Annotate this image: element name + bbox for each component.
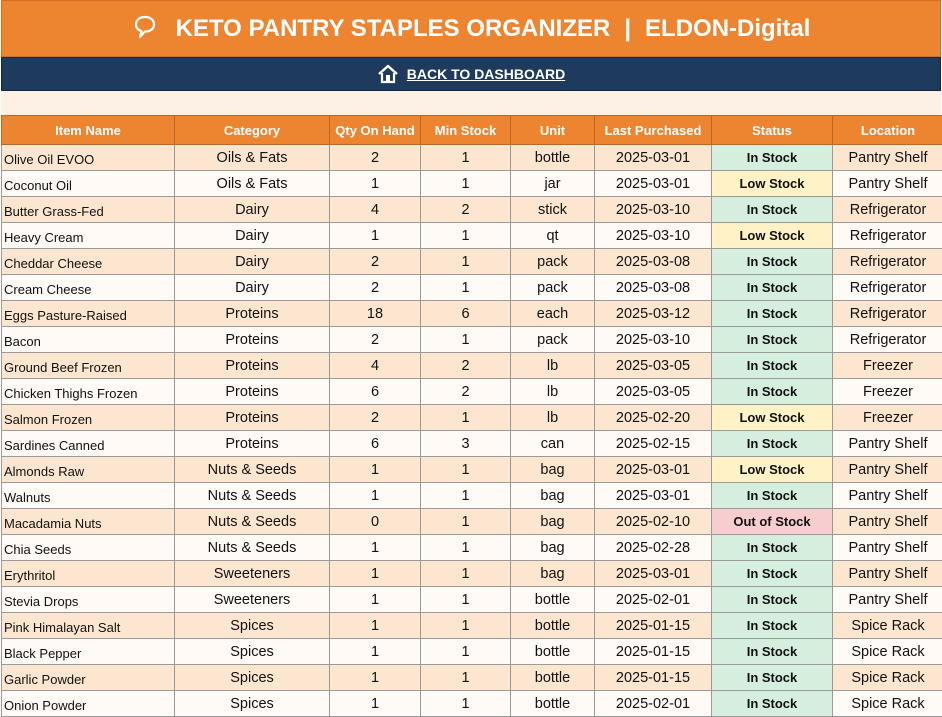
table-row[interactable] — [2, 275, 942, 301]
min-stock-cell[interactable]: 2 — [421, 353, 511, 379]
table-row[interactable] — [2, 457, 942, 483]
table-body — [2, 145, 942, 717]
status-badge[interactable]: In Stock — [712, 301, 833, 327]
item-name-cell[interactable]: Garlic Powder — [2, 665, 175, 691]
location-cell[interactable]: Spice Rack — [833, 665, 942, 691]
status-badge[interactable]: In Stock — [712, 691, 833, 717]
last-purchased-cell[interactable]: 2025-03-08 — [595, 249, 712, 275]
min-stock-cell[interactable]: 1 — [421, 483, 511, 509]
column-header-last-purchased[interactable]: Last Purchased — [595, 116, 712, 145]
unit-cell[interactable]: qt — [511, 223, 595, 249]
location-cell[interactable]: Spice Rack — [833, 613, 942, 639]
status-badge[interactable]: In Stock — [712, 587, 833, 613]
item-name-cell[interactable]: Heavy Cream — [2, 223, 175, 249]
back-to-dashboard-link[interactable] — [377, 64, 565, 84]
status-badge[interactable]: In Stock — [712, 145, 833, 171]
min-stock-cell[interactable]: 1 — [421, 535, 511, 561]
last-purchased-cell[interactable]: 2025-03-10 — [595, 197, 712, 223]
unit-cell[interactable]: bag — [511, 457, 595, 483]
house-icon — [377, 64, 399, 84]
last-purchased-cell[interactable]: 2025-01-15 — [595, 639, 712, 665]
table-row[interactable] — [2, 327, 942, 353]
table-row[interactable] — [2, 145, 942, 171]
last-purchased-cell[interactable]: 2025-03-10 — [595, 327, 712, 353]
item-name-cell[interactable]: Pink Himalayan Salt — [2, 613, 175, 639]
table-row[interactable] — [2, 587, 942, 613]
unit-cell[interactable]: bottle — [511, 639, 595, 665]
status-badge[interactable]: In Stock — [712, 561, 833, 587]
location-cell[interactable]: Freezer — [833, 379, 942, 405]
location-cell[interactable]: Pantry Shelf — [833, 431, 942, 457]
category-cell[interactable]: Proteins — [175, 405, 330, 431]
status-badge[interactable]: Low Stock — [712, 171, 833, 197]
category-cell[interactable]: Proteins — [175, 301, 330, 327]
qty-cell[interactable]: 1 — [330, 613, 421, 639]
status-badge[interactable]: In Stock — [712, 353, 833, 379]
location-cell[interactable]: Spice Rack — [833, 691, 942, 717]
qty-cell[interactable]: 1 — [330, 457, 421, 483]
unit-cell[interactable]: jar — [511, 171, 595, 197]
unit-cell[interactable]: each — [511, 301, 595, 327]
status-badge[interactable]: In Stock — [712, 327, 833, 353]
table-row[interactable] — [2, 431, 942, 457]
category-cell[interactable]: Spices — [175, 639, 330, 665]
item-name-cell[interactable]: Butter Grass-Fed — [2, 197, 175, 223]
item-name-cell[interactable]: Black Pepper — [2, 639, 175, 665]
column-header-status[interactable]: Status — [712, 116, 833, 145]
min-stock-cell[interactable]: 1 — [421, 249, 511, 275]
min-stock-cell[interactable]: 1 — [421, 275, 511, 301]
last-purchased-cell[interactable]: 2025-01-15 — [595, 613, 712, 639]
qty-cell[interactable]: 0 — [330, 509, 421, 535]
title-banner — [1, 0, 941, 57]
min-stock-cell[interactable]: 1 — [421, 327, 511, 353]
unit-cell[interactable]: can — [511, 431, 595, 457]
item-name-cell[interactable]: Ground Beef Frozen — [2, 353, 175, 379]
last-purchased-cell[interactable]: 2025-02-01 — [595, 691, 712, 717]
table-row[interactable] — [2, 171, 942, 197]
qty-cell[interactable]: 6 — [330, 379, 421, 405]
last-purchased-cell[interactable]: 2025-03-08 — [595, 275, 712, 301]
status-badge[interactable]: Low Stock — [712, 405, 833, 431]
table-row[interactable] — [2, 613, 942, 639]
item-name-cell[interactable]: Sardines Canned — [2, 431, 175, 457]
last-purchased-cell[interactable]: 2025-03-05 — [595, 353, 712, 379]
unit-cell[interactable]: lb — [511, 379, 595, 405]
unit-cell[interactable]: lb — [511, 353, 595, 379]
location-cell[interactable]: Spice Rack — [833, 639, 942, 665]
category-cell[interactable]: Nuts & Seeds — [175, 483, 330, 509]
unit-cell[interactable]: bottle — [511, 587, 595, 613]
last-purchased-cell[interactable]: 2025-03-12 — [595, 301, 712, 327]
min-stock-cell[interactable]: 6 — [421, 301, 511, 327]
qty-cell[interactable]: 1 — [330, 587, 421, 613]
unit-cell[interactable]: pack — [511, 275, 595, 301]
table-row[interactable] — [2, 405, 942, 431]
category-cell[interactable]: Oils & Fats — [175, 171, 330, 197]
category-cell[interactable]: Oils & Fats — [175, 145, 330, 171]
column-header-location[interactable]: Location — [833, 116, 942, 145]
location-cell[interactable]: Refrigerator — [833, 301, 942, 327]
item-name-cell[interactable]: Walnuts — [2, 483, 175, 509]
location-cell[interactable]: Refrigerator — [833, 249, 942, 275]
item-name-cell[interactable]: Coconut Oil — [2, 171, 175, 197]
status-badge[interactable]: Out of Stock — [712, 509, 833, 535]
table-row[interactable] — [2, 197, 942, 223]
location-cell[interactable]: Pantry Shelf — [833, 483, 942, 509]
column-header-qty-on-hand[interactable]: Qty On Hand — [330, 116, 421, 145]
pantry-table — [1, 115, 942, 717]
table-row[interactable] — [2, 509, 942, 535]
location-cell[interactable]: Refrigerator — [833, 327, 942, 353]
category-cell[interactable]: Spices — [175, 665, 330, 691]
category-cell[interactable]: Dairy — [175, 197, 330, 223]
unit-cell[interactable]: bottle — [511, 613, 595, 639]
category-cell[interactable]: Proteins — [175, 353, 330, 379]
title-separator: | — [624, 15, 631, 43]
min-stock-cell[interactable]: 3 — [421, 431, 511, 457]
unit-cell[interactable]: bag — [511, 561, 595, 587]
unit-cell[interactable]: bottle — [511, 665, 595, 691]
min-stock-cell[interactable]: 2 — [421, 197, 511, 223]
min-stock-cell[interactable]: 1 — [421, 223, 511, 249]
column-header-unit[interactable]: Unit — [511, 116, 595, 145]
unit-cell[interactable]: bottle — [511, 691, 595, 717]
min-stock-cell[interactable]: 1 — [421, 691, 511, 717]
category-cell[interactable]: Dairy — [175, 223, 330, 249]
last-purchased-cell[interactable]: 2025-03-05 — [595, 379, 712, 405]
location-cell[interactable]: Pantry Shelf — [833, 145, 942, 171]
qty-cell[interactable]: 1 — [330, 171, 421, 197]
min-stock-cell[interactable]: 1 — [421, 587, 511, 613]
item-name-cell[interactable]: Onion Powder — [2, 691, 175, 717]
min-stock-cell[interactable]: 1 — [421, 665, 511, 691]
location-cell[interactable]: Pantry Shelf — [833, 535, 942, 561]
item-name-cell[interactable]: Salmon Frozen — [2, 405, 175, 431]
back-link-label: BACK TO DASHBOARD — [407, 66, 565, 82]
status-badge[interactable]: In Stock — [712, 379, 833, 405]
unit-cell[interactable]: bag — [511, 509, 595, 535]
category-cell[interactable]: Dairy — [175, 275, 330, 301]
qty-cell[interactable]: 2 — [330, 249, 421, 275]
header-spacer — [1, 91, 941, 115]
column-header-category[interactable]: Category — [175, 116, 330, 145]
location-cell[interactable]: Pantry Shelf — [833, 587, 942, 613]
item-name-cell[interactable]: Macadamia Nuts — [2, 509, 175, 535]
location-cell[interactable]: Pantry Shelf — [833, 509, 942, 535]
table-row[interactable] — [2, 561, 942, 587]
item-name-cell[interactable]: Almonds Raw — [2, 457, 175, 483]
item-name-cell[interactable]: Erythritol — [2, 561, 175, 587]
last-purchased-cell[interactable]: 2025-03-01 — [595, 457, 712, 483]
qty-cell[interactable]: 2 — [330, 275, 421, 301]
item-name-cell[interactable]: Stevia Drops — [2, 587, 175, 613]
qty-cell[interactable]: 2 — [330, 405, 421, 431]
qty-cell[interactable]: 2 — [330, 327, 421, 353]
location-cell[interactable]: Pantry Shelf — [833, 171, 942, 197]
qty-cell[interactable]: 1 — [330, 639, 421, 665]
unit-cell[interactable]: stick — [511, 197, 595, 223]
category-cell[interactable]: Spices — [175, 691, 330, 717]
qty-cell[interactable]: 4 — [330, 353, 421, 379]
table-row[interactable] — [2, 249, 942, 275]
table-row[interactable] — [2, 301, 942, 327]
table-row[interactable] — [2, 639, 942, 665]
page-title: KETO PANTRY STAPLES ORGANIZER — [176, 15, 611, 43]
last-purchased-cell[interactable]: 2025-03-01 — [595, 145, 712, 171]
category-cell[interactable]: Spices — [175, 613, 330, 639]
category-cell[interactable]: Dairy — [175, 249, 330, 275]
column-header-min-stock[interactable]: Min Stock — [421, 116, 511, 145]
category-cell[interactable]: Proteins — [175, 379, 330, 405]
min-stock-cell[interactable]: 1 — [421, 639, 511, 665]
column-header-item-name[interactable]: Item Name — [2, 116, 175, 145]
location-cell[interactable]: Refrigerator — [833, 275, 942, 301]
qty-cell[interactable]: 6 — [330, 431, 421, 457]
category-cell[interactable]: Proteins — [175, 327, 330, 353]
location-cell[interactable]: Refrigerator — [833, 223, 942, 249]
item-name-cell[interactable]: Eggs Pasture-Raised — [2, 301, 175, 327]
last-purchased-cell[interactable]: 2025-03-01 — [595, 483, 712, 509]
qty-cell[interactable]: 1 — [330, 691, 421, 717]
unit-cell[interactable]: pack — [511, 327, 595, 353]
table-row[interactable] — [2, 665, 942, 691]
category-cell[interactable]: Sweeteners — [175, 587, 330, 613]
status-badge[interactable]: In Stock — [712, 431, 833, 457]
status-badge[interactable]: In Stock — [712, 665, 833, 691]
brand-name: ELDON-Digital — [645, 15, 810, 43]
header-row — [2, 116, 942, 145]
status-badge[interactable]: In Stock — [712, 613, 833, 639]
table-row[interactable] — [2, 483, 942, 509]
qty-cell[interactable]: 1 — [330, 483, 421, 509]
last-purchased-cell[interactable]: 2025-02-20 — [595, 405, 712, 431]
min-stock-cell[interactable]: 1 — [421, 457, 511, 483]
table-row[interactable] — [2, 379, 942, 405]
status-badge[interactable]: In Stock — [712, 197, 833, 223]
status-badge[interactable]: In Stock — [712, 275, 833, 301]
min-stock-cell[interactable]: 1 — [421, 613, 511, 639]
location-cell[interactable]: Freezer — [833, 405, 942, 431]
status-badge[interactable]: In Stock — [712, 639, 833, 665]
qty-cell[interactable]: 1 — [330, 535, 421, 561]
location-cell[interactable]: Freezer — [833, 353, 942, 379]
nav-bar — [1, 57, 941, 91]
unit-cell[interactable]: lb — [511, 405, 595, 431]
category-cell[interactable]: Nuts & Seeds — [175, 509, 330, 535]
category-cell[interactable]: Proteins — [175, 431, 330, 457]
unit-cell[interactable]: bag — [511, 483, 595, 509]
table-row[interactable] — [2, 535, 942, 561]
last-purchased-cell[interactable]: 2025-03-10 — [595, 223, 712, 249]
min-stock-cell[interactable]: 2 — [421, 379, 511, 405]
item-name-cell[interactable]: Chicken Thighs Frozen — [2, 379, 175, 405]
last-purchased-cell[interactable]: 2025-03-01 — [595, 171, 712, 197]
category-cell[interactable]: Nuts & Seeds — [175, 457, 330, 483]
category-cell[interactable]: Nuts & Seeds — [175, 535, 330, 561]
min-stock-cell[interactable]: 1 — [421, 145, 511, 171]
unit-cell[interactable]: bottle — [511, 145, 595, 171]
status-badge[interactable]: In Stock — [712, 249, 833, 275]
last-purchased-cell[interactable]: 2025-01-15 — [595, 665, 712, 691]
unit-cell[interactable]: bag — [511, 535, 595, 561]
qty-cell[interactable]: 18 — [330, 301, 421, 327]
category-cell[interactable]: Sweeteners — [175, 561, 330, 587]
status-badge[interactable]: In Stock — [712, 483, 833, 509]
qty-cell[interactable]: 2 — [330, 145, 421, 171]
qty-cell[interactable]: 4 — [330, 197, 421, 223]
status-badge[interactable]: Low Stock — [712, 457, 833, 483]
location-cell[interactable]: Pantry Shelf — [833, 561, 942, 587]
qty-cell[interactable]: 1 — [330, 223, 421, 249]
location-cell[interactable]: Refrigerator — [833, 197, 942, 223]
min-stock-cell[interactable]: 1 — [421, 509, 511, 535]
item-name-cell[interactable]: Chia Seeds — [2, 535, 175, 561]
item-name-cell[interactable]: Cheddar Cheese — [2, 249, 175, 275]
last-purchased-cell[interactable]: 2025-03-01 — [595, 561, 712, 587]
item-name-cell[interactable]: Bacon — [2, 327, 175, 353]
min-stock-cell[interactable]: 1 — [421, 561, 511, 587]
location-cell[interactable]: Pantry Shelf — [833, 457, 942, 483]
item-name-cell[interactable]: Olive Oil EVOO — [2, 145, 175, 171]
speech-bubble-icon — [132, 14, 158, 40]
last-purchased-cell[interactable]: 2025-02-01 — [595, 587, 712, 613]
table-row[interactable] — [2, 353, 942, 379]
last-purchased-cell[interactable]: 2025-02-28 — [595, 535, 712, 561]
status-badge[interactable]: In Stock — [712, 535, 833, 561]
last-purchased-cell[interactable]: 2025-02-15 — [595, 431, 712, 457]
min-stock-cell[interactable]: 1 — [421, 171, 511, 197]
status-badge[interactable]: Low Stock — [712, 223, 833, 249]
item-name-cell[interactable]: Cream Cheese — [2, 275, 175, 301]
table-row[interactable] — [2, 223, 942, 249]
table-row[interactable] — [2, 691, 942, 717]
unit-cell[interactable]: pack — [511, 249, 595, 275]
last-purchased-cell[interactable]: 2025-02-10 — [595, 509, 712, 535]
min-stock-cell[interactable]: 1 — [421, 405, 511, 431]
qty-cell[interactable]: 1 — [330, 665, 421, 691]
qty-cell[interactable]: 1 — [330, 561, 421, 587]
